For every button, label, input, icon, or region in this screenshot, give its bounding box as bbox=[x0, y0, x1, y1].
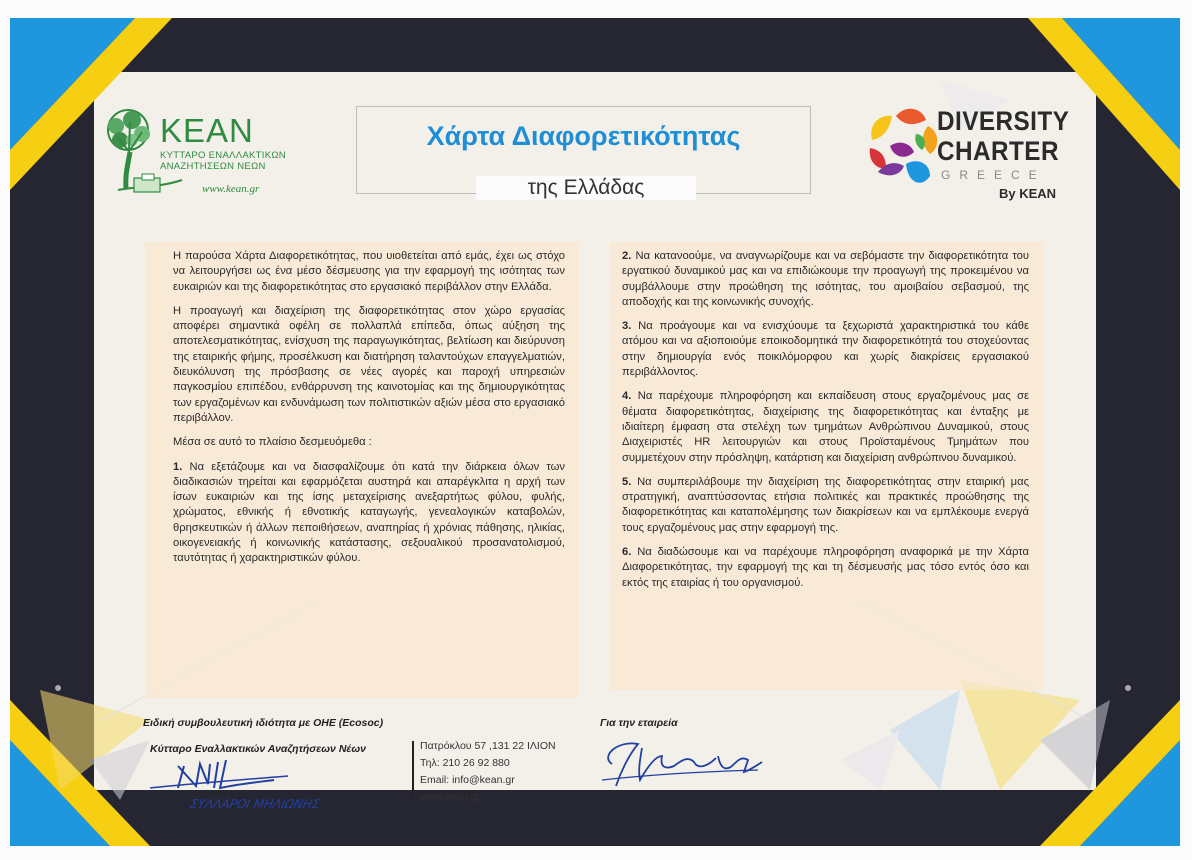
document-subtitle: της Ελλάδας bbox=[476, 176, 696, 200]
commitment-item-5-number: 5. bbox=[622, 475, 632, 488]
kean-logo-subtitle-line2: ΑΝΑΖΗΤΗΣΕΩΝ ΝΕΩΝ bbox=[160, 161, 266, 172]
kean-url: www.kean.gr bbox=[202, 183, 260, 195]
commitment-item-4 bbox=[622, 389, 1029, 465]
commitment-item-3-number: 3. bbox=[622, 320, 632, 333]
commitment-item-1-number: 1. bbox=[173, 460, 183, 473]
signature-left-name: ΣΥΛΛΑΡΟΙ ΜΗΛΙΩΝΗΣ bbox=[188, 797, 322, 811]
ecosoc-status: Ειδική συμβουλευτική ιδιότητα με ΟΗΕ (Ecosoc) bbox=[143, 717, 384, 729]
commitment-intro: Μέσα σε αυτό το πλαίσιο δεσμευόμεθα : bbox=[173, 436, 372, 449]
intro-paragraph: Η παρούσα Χάρτα Διαφορετικότητας, που υιοθετείται από εμάς, έχει ως στόχο να λειτουργήσει ως ένα μέσο δέσμευσης για την εφαρμογή της ισότητας των ευκαιριών και της διαφορετικότητας στο εργασιακό περιβάλλον στην Ελλάδα. bbox=[173, 250, 565, 293]
kean-logo-subtitle bbox=[160, 150, 286, 172]
diversity-charter-logo-by: By KEAN bbox=[999, 186, 1057, 201]
commitment-item-2-text: Να κατανοούμε, να αναγνωρίζουμε και να σεβόμαστε την διαφορετικότητα του εργατικού δυναμικού μας και να επιδιώκουμε την προαγωγή της προκειμένου να συμβάλλουμε στην προώθηση της ισότητας, του αμοιβαίου σεβασμού, της αποδοχής και της κοινωνικής συνοχής. bbox=[622, 250, 1029, 308]
for-the-company-label: Για την εταιρεία bbox=[600, 717, 678, 729]
decor-dot-right bbox=[1125, 685, 1131, 691]
document-title: Χάρτα Διαφορετικότητας bbox=[426, 121, 741, 151]
contact-website: www.kean.gr bbox=[420, 791, 481, 803]
commitment-item-6-number: 6. bbox=[622, 546, 632, 559]
commitment-item-1-text: Να εξετάζουμε και να διασφαλίζουμε ότι κατά την διάρκεια όλων των διαδικασιών τηρείται και εφαρμόζεται αυστηρά και απαρέγκλιτα η αρχή των ίσων ευκαιριών και της ίσης μεταχείρισης ανεξαρτήτως φύλου, φυλής, χρώματος, εθνικής ή εθνοτικής καταγωγής, γενεαλογικών καταβολών, θρησκευτικών ή άλλων πεποιθήσεων, αναπηρίας ή χρόνιας πάθησης, ηλικίας, οικογενειακής ή κοινωνικής κατάστασης, σεξουαλικού προσανατολισμού, ταυτότητας ή χαρακτηριστικών φύλου. bbox=[173, 460, 565, 565]
diversity-charter-logo-line2: CHARTER bbox=[937, 136, 1059, 166]
kean-logo-subtitle-line1: ΚΥΤΤΑΡΟ ΕΝΑΛΛΑΚΤΙΚΩΝ bbox=[160, 150, 286, 161]
benefits-paragraph: Η προαγωγή και διαχείριση της διαφορετικότητας στον χώρο εργασίας αποφέρει σημαντικά οφέλη σε πολλαπλά επίπεδα, όπως αύξηση της αποτελεσματικότητας, ενίσχυση της παραγωγικότητας, βελτίωση και διεύρυνση της εταιρικής φήμης, προσέλκυση και διατήρηση ταλαντούχων επαγγελματιών, διευκόλυνση της πρόσβασης σε νέες αγορές και παροχή υπηρεσιών παγκοσμίου επιπέδου, ενθάρρυνση της καινοτομίας και της δημιουργικότητας των εργαζομένων και ενδυνάμωση των πολιτιστικών αξιών μέσα στο εργασιακό περιβάλλον. bbox=[173, 304, 565, 424]
signature-left bbox=[148, 758, 408, 816]
diversity-charter-logo-line1: DIVERSITY bbox=[937, 106, 1070, 136]
right-column-text bbox=[622, 249, 1029, 600]
commitment-item-3-text: Να προάγουμε και να ενισχύουμε τα ξεχωριστά χαρακτηριστικά του κάθε ατόμου και να αξιοποιούμε εποικοδομητικά την διαφορετικότητά του στοχεύοντας στην δημιουργία ενός ποικιλόμορφου και χωρίς διακρίσεις εργασιακού περιβάλλοντος. bbox=[622, 320, 1030, 379]
commitment-item-3 bbox=[622, 319, 1029, 380]
commitment-item-2 bbox=[622, 249, 1029, 310]
contact-address: Πατρόκλου 57 ,131 22 ΙΛΙΟΝ bbox=[420, 740, 556, 752]
contact-phone: Τηλ: 210 26 92 880 bbox=[420, 757, 510, 769]
commitment-item-5-text: Να συμπεριλάβουμε την διαχείριση της διαφορετικότητας στην εταιρική μας στρατηγική, αναπτύσσοντας ετήσια πολιτικές και πρακτικές προώθησης της διαφορετικότητας και καταπολέμησης των διακρίσεων και να εμπλέκουμε ενεργά τους εργαζομένους μας στην εφαρμογή της. bbox=[622, 475, 1029, 534]
contact-email: Email: info@kean.gr bbox=[420, 774, 515, 786]
organization-name: Κύτταρο Εναλλακτικών Αναζητήσεων Νέων bbox=[150, 743, 367, 755]
diversity-charter-logo-greece: GREECE bbox=[941, 168, 1046, 182]
commitment-item-6-text: Να διαδώσουμε και να παρέχουμε πληροφόρηση αναφορικά με την Χάρτα Διαφορετικότητας, την εφαρμογή της και τη δέσμευσής μας τόσο εντός όσο και εκτός της εταιρίας ή του οργανισμού. bbox=[622, 546, 1030, 589]
contact-divider bbox=[412, 741, 414, 797]
kean-logo-title: KEAN bbox=[160, 112, 254, 149]
signature-right bbox=[598, 726, 768, 792]
commitment-item-4-number: 4. bbox=[622, 390, 632, 403]
contact-block bbox=[420, 738, 556, 806]
commitment-item-4-text: Να παρέχουμε πληροφόρηση και εκπαίδευση στους εργαζομένους μας σε θέματα διαφορετικότητας, διαχείρισης της διαφορετικότητας και ένταξης με ιδιαίτερη έμφαση στα στελέχη των τμημάτων Ανθρώπινου Δυναμικού, στους Διαχειριστές HR λειτουργιών και στους Προϊσταμένους Τμημάτων που συμμετέχουν στην πρόσληψη, κατάρτιση και διαχείριση ανθρώπινου δυναμικού. bbox=[622, 390, 1029, 464]
left-column-text bbox=[173, 249, 565, 576]
commitment-item-5 bbox=[622, 475, 1029, 536]
commitment-item-6 bbox=[622, 545, 1029, 591]
commitment-item-2-number: 2. bbox=[622, 250, 632, 262]
decor-dot-left bbox=[55, 685, 61, 691]
commitment-item-1 bbox=[173, 460, 565, 567]
